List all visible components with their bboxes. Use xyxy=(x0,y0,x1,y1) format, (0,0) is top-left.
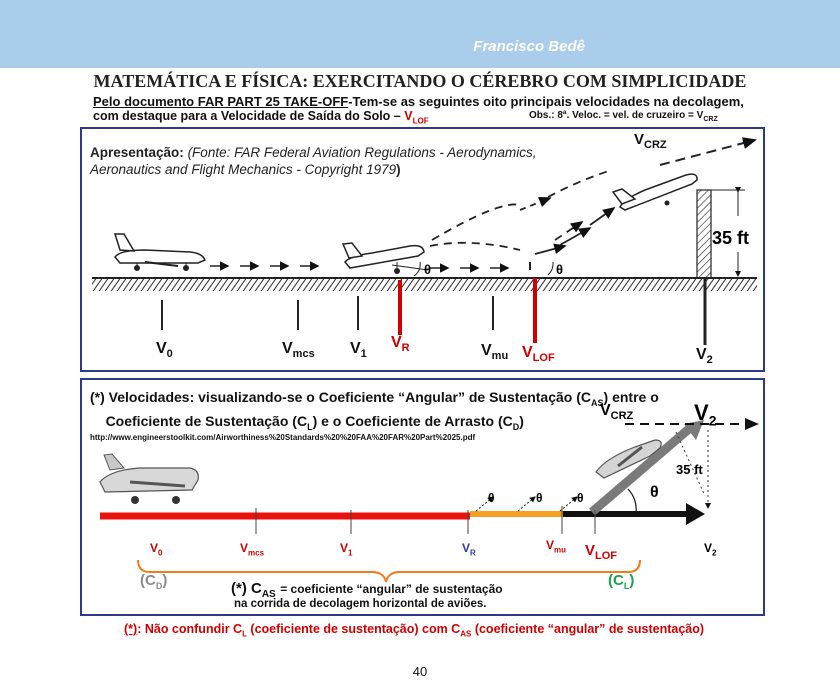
label-v1: $V_1$ xyxy=(340,541,353,558)
label-vcrz: $V_{CRZ}$ xyxy=(600,402,634,423)
label-v0: $V_0$ xyxy=(156,340,173,361)
footer-note: (*): Não confundir $C_L$ (coeficiente de sustentação) com $C_{AS}$ (coeficiente “angular” de sustentação) xyxy=(124,622,705,639)
theta-label: θ xyxy=(556,262,564,277)
theta-label: θ xyxy=(424,262,432,277)
label-vr: $V_R$ xyxy=(391,334,410,355)
label-vlof: $V_{LOF}$ xyxy=(585,542,618,562)
reference-url[interactable]: http://www.engineerstoolkit.com/Airworthiness%20Standards%20%20FAA%20FAR%20Part%2025.pdf xyxy=(90,433,476,442)
label-cl: $(C_L)$ xyxy=(608,572,635,591)
aircraft-icon-start xyxy=(115,234,205,271)
curly-brace xyxy=(138,560,640,582)
label-vr: $V_R$ xyxy=(462,541,476,558)
cas-definition: (*) $C_{AS}$ = coeficiente “angular” de sustentação xyxy=(231,580,503,601)
doc-reference: Pelo documento FAR PART 25 TAKE-OFF xyxy=(93,94,349,109)
label-vmu: $V_{mu}$ xyxy=(546,538,567,555)
theta-label: θ xyxy=(577,491,584,505)
theta-label: θ xyxy=(488,491,495,505)
page-number: 40 xyxy=(412,664,428,679)
label-cd: $(C_D)$ xyxy=(140,572,168,591)
aircraft-icon-rotation xyxy=(343,243,428,276)
panel2-heading: (*) Velocidades: visualizando-se o Coeficiente “Angular” de Sustentação $(C_{AS})$ entre o Coeficiente de Sustentação $(C_L)$ e o Coeficiente de Arrasto $(C_D)$ xyxy=(90,389,659,432)
label-v2: $V_2$ xyxy=(696,346,713,367)
obstacle-35ft xyxy=(697,190,711,278)
page-title: MATEMÁTICA E FÍSICA: EXERCITANDO O CÉREBRO COM SIMPLICIDADE xyxy=(93,71,747,91)
label-v2-big: $V_2$ xyxy=(694,400,717,429)
theta-label: θ xyxy=(536,491,543,505)
label-v0: $V_0$ xyxy=(150,541,163,558)
aircraft-icon-climb xyxy=(613,174,697,210)
label-v2: $V_2$ xyxy=(704,541,717,558)
label-vlof: $V_{LOF}$ xyxy=(522,344,555,365)
observation-note: Obs.: 8ª. Veloc. = vel. de cruzeiro = $V_{CRZ}$ xyxy=(529,110,718,123)
label-v1: $V_1$ xyxy=(350,340,367,361)
label-vcrz-top: $V_{CRZ}$ xyxy=(634,131,667,151)
theta-label: θ xyxy=(650,484,659,501)
height-label-35ft: 35 ft xyxy=(712,228,750,248)
vlof-highlight: $V_{LOF}$ xyxy=(404,109,429,126)
intro-line-2-text: com destaque para a Velocidade de Saída do Solo – xyxy=(93,109,401,123)
label-vmcs: $V_{mcs}$ xyxy=(240,541,265,558)
runway-hatching xyxy=(92,279,757,291)
author-name: Francisco Bedê xyxy=(473,38,585,55)
intro-line-1-text: -Tem-se as seguintes oito principais velocidades na decolagem, xyxy=(348,94,744,109)
height-label-35ft: 35 ft xyxy=(676,462,703,477)
presentation-source: Apresentação: (Fonte: FAR Federal Aviation Regulations - Aerodynamics, Aeronautics and Flight Mechanics - Copyright 1979) xyxy=(90,145,537,177)
label-vmcs: $V_{mcs}$ xyxy=(282,340,315,361)
aircraft-photo-ground xyxy=(100,454,198,504)
label-vmu: $V_{mu}$ xyxy=(481,342,509,363)
cas-definition-line2: na corrida de decolagem horizontal de aviões. xyxy=(234,598,487,610)
